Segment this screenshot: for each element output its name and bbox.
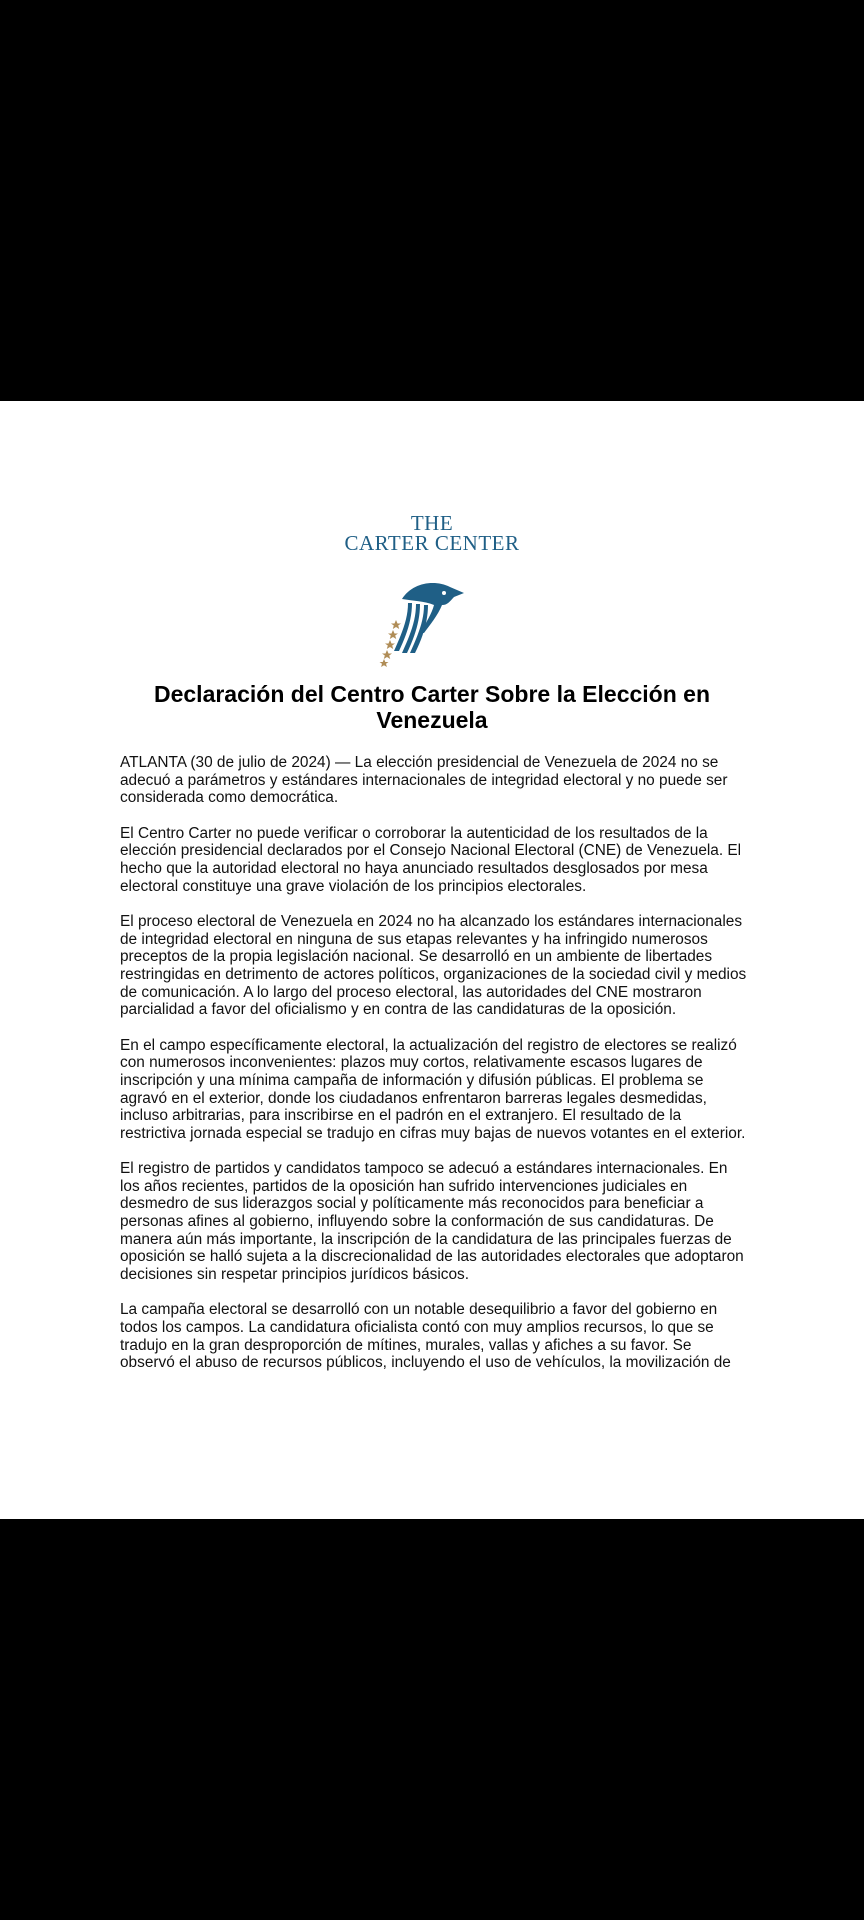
paragraph: En el campo específicamente electoral, la actualización del registro de electores se realizó con numerosos inconvenientes: plazos muy cortos, relativamente escasos lugares de inscripción y una mínima campaña de información y difusión públicas. El problema se agravó en el exterior, donde los ciudadanos enfrentaron barreras legales desmedidas, incluso arbitrarias, para inscribirse en el padrón en el extranjero. El resultado de la restrictiva jornada especial se tradujo en cifras muy bajas de nuevos votantes en el exterior. xyxy=(120,1036,746,1142)
paragraph: El proceso electoral de Venezuela en 2024 no ha alcanzado los estándares internacionales de integridad electoral en ninguna de sus etapas relevantes y ha infringido numerosos preceptos de la propia legislación nacional. Se desarrolló en un ambiente de libertades restringidas en detrimento de actores políticos, organizaciones de la sociedad civil y medios de comunicación. A lo largo del proceso electoral, las autoridades del CNE mostraron parcialidad a favor del oficialismo y en contra de las candidaturas de la oposición. xyxy=(120,913,747,1019)
bottom-black-band xyxy=(0,1519,864,1920)
top-black-band xyxy=(0,0,864,401)
document-page xyxy=(0,401,864,1519)
eagle-head-with-stars-icon xyxy=(372,571,472,667)
document-body xyxy=(120,754,750,1390)
paragraph: El registro de partidos y candidatos tampoco se adecuó a estándares internacionales. En los años recientes, partidos de la oposición han sufrido intervenciones judiciales en desmedro de sus liderazgos social y políticamente más reconocidos para beneficiar a personas afines al gobierno, influyendo sobre la conformación de sus candidaturas. De manera aún más importante, la inscripción de la candidatura de las principales fuerzas de oposición se halló sujeta a la discrecionalidad de las autoridades electorales que adoptaron decisiones sin respetar principios jurídicos básicos. xyxy=(120,1160,744,1283)
logo-line-the: THE xyxy=(410,511,454,535)
paragraph: El Centro Carter no puede verificar o corroborar la autenticidad de los resultados de la elección presidencial declarados por el Consejo Nacional Electoral (CNE) de Venezuela. El hecho que la autoridad electoral no haya anunciado resultados desglosados por mesa electoral constituye una grave violación de los principios electorales. xyxy=(120,824,742,895)
paragraph: La campaña electoral se desarrolló con un notable desequilibrio a favor del gobierno en todos los campos. La candidatura oficialista contó con muy amplios recursos, lo que se tradujo en la gran desproporción de mítines, murales, vallas y afiches a su favor. Se observó el abuso de recursos públicos, incluyendo el uso de vehículos, la movilización de xyxy=(120,1301,731,1372)
logo-line-carter-center: CARTER CENTER xyxy=(344,531,520,555)
paragraph: ATLANTA (30 de julio de 2024) — La elección presidencial de Venezuela de 2024 no se adecuó a parámetros y estándares internacionales de integridad electoral y no puede ser considerada como democrática. xyxy=(120,754,728,807)
document-title: Declaración del Centro Carter Sobre la Elección en Venezuela xyxy=(153,681,711,733)
